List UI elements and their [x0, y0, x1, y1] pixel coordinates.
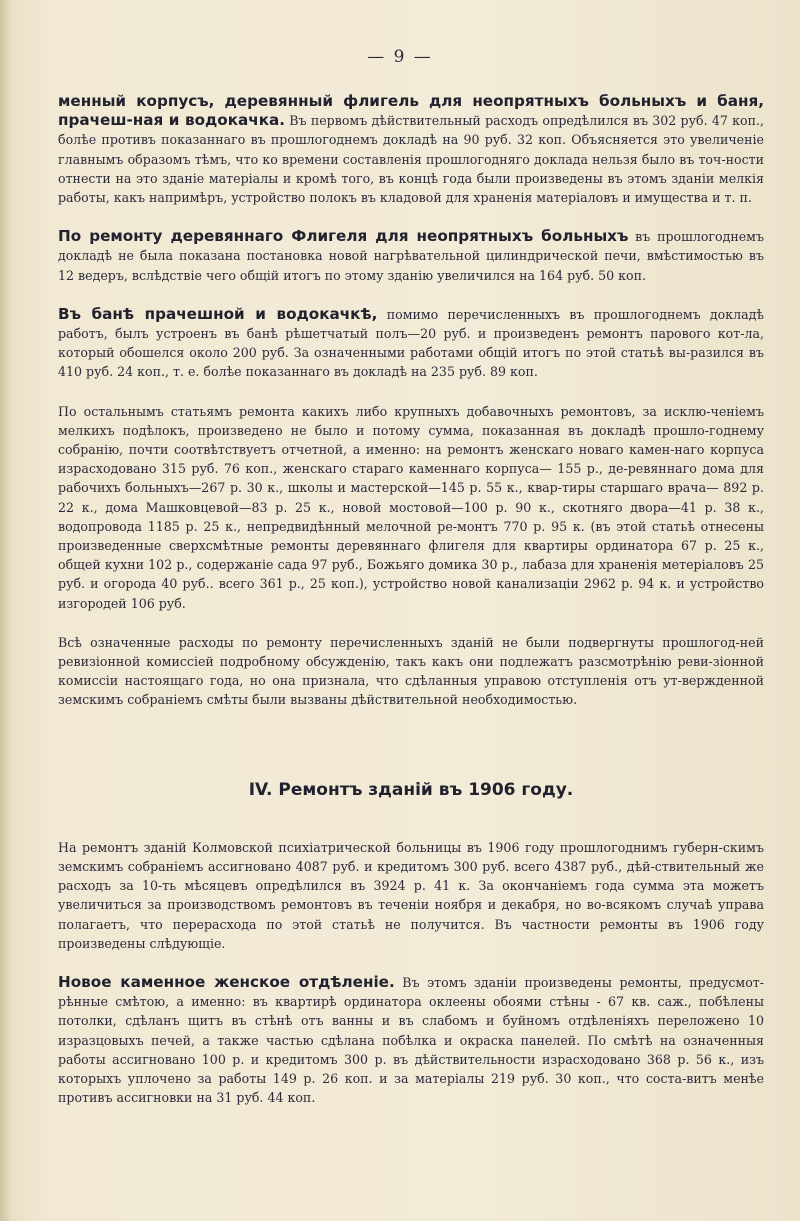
- paragraph-1: [58, 92, 764, 207]
- paragraph-6: [58, 838, 764, 953]
- paragraph-3: [58, 305, 764, 382]
- section-title: IV. Ремонтъ зданій въ 1906 году.: [248, 779, 574, 800]
- page-number: — 9 —: [367, 47, 433, 67]
- paragraph-lead: По ремонту деревяннаго Флигеля для неопрятныхъ больныхъ: [58, 227, 629, 246]
- paragraph-text: помимо перечисленныхъ въ прошлогоднемъ докладѣ работъ, былъ устроенъ въ банѣ рѣшетчатый полъ—20 руб. и произведенъ ремонтъ парового кот-ла, который обошелся около 200 руб. За означенными работами общій итогъ по этой статьѣ вы-разился въ 410 руб. 24 коп., т. е. болѣе показаннаго въ докладѣ на 235 руб. 89 коп.: [58, 306, 764, 380]
- paragraph-lead: Новое каменное женское отдѣленіе.: [58, 972, 395, 991]
- paragraph-lead: Въ банѣ прачешной и водокачкѣ,: [58, 304, 378, 323]
- paragraph-2: [58, 227, 764, 285]
- paragraph-text: По остальнымъ статьямъ ремонта какихъ либо крупныхъ добавочныхъ ремонтовъ, за исклю-ченіемъ мелкихъ подѣлокъ, произведено не было и потому сумма, показанная въ докладѣ прошло-годнему собранію, почти соотвѣтствуетъ отчетной, а именно: на ремонтъ женскаго новаго камен-наго корпуса израсходовано 315 руб. 76 коп., женскаго стараго каменнаго корпуса— 155 р., де-ревяннаго дома для рабочихъ больныхъ—267 р. 30 к., школы и мастерской—145 р. 55 к., квар-тиры старшаго врача— 892 р. 22 к., дома Машковцевой—83 р. 25 к., новой мостовой—100 р. 90 к., скотняго двора—41 р. 38 к., водопровода 1185 р. 25 к., непредвидѣнный мелочной ре-монтъ 770 р. 95 к. (въ этой статьѣ отнесены произведенные сверхсмѣтные ремонты деревяннаго флигеля для квартиры ординатора 67 р. 25 к., общей кухни 102 р., содержаніе сада 97 руб., Божьяго домика 30 р., лабаза для храненія метеріаловъ 25 руб. и огорода 40 руб.. всего 361 р., 25 коп.), устройство новой канализаціи 2962 р. 94 к. и устройство изгородей 106 руб.: [58, 403, 764, 611]
- paragraph-4: [58, 402, 764, 613]
- paragraph-5: [58, 633, 764, 710]
- page-content: [58, 92, 764, 1127]
- paragraph-7: [58, 973, 764, 1107]
- page-edge-shadow: [0, 0, 12, 1221]
- paragraph-text: въ прошлогоднемъ докладѣ не была показана постановка новой нагрѣвательной цилиндрической печи, вмѣстимостью въ 12 ведеръ, вслѣдствіе чего общій итогъ по этому зданію увеличился на 164 руб. 50 коп.: [58, 229, 764, 283]
- paragraph-text: На ремонтъ зданій Колмовской психіатрической больницы въ 1906 году прошлогоднимъ губерн-скимъ земскимъ собраніемъ ассигновано 4087 руб. и кредитомъ 300 руб. всего 4387 руб., дѣй-ствительный же расходъ за 10-ть мѣсяцевъ опредѣлился въ 3924 р. 41 к. За окончаніемъ года сумма эта можетъ увеличиться за производствомъ ремонтовъ въ теченіи ноября и декабря, но во-всякомъ случаѣ управа полагаетъ, что перерасхода по этой статьѣ не получится. Въ частности ремонты въ 1906 году произведены слѣдующіе.: [58, 839, 764, 951]
- paragraph-text: Въ этомъ зданіи произведены ремонты, предусмот-рѣнные смѣтою, а именно: въ квартирѣ ординатора оклеены обоями стѣны - 67 кв. саж., побѣлены потолки, сдѣланъ щитъ въ стѣнѣ отъ ванны и въ слабомъ и буйномъ отдѣленіяхъ переложено 10 изразцовыхъ печей, а также частью сдѣлана побѣлка и окраска панелей. По смѣтѣ на означенныя работы ассигновано 100 р. и кредитомъ 300 р. въ дѣйствительности израсходовано 368 р. 56 к., изъ которыхъ уплочено за работы 149 р. 26 коп. и за матеріалы 219 руб. 30 коп., что соста-витъ менѣе противъ ассигновки на 31 руб. 44 коп.: [58, 974, 765, 1106]
- paragraph-text: Всѣ означенные расходы по ремонту перечисленныхъ зданій не были подвергнуты прошлогод-ней ревизіонной комиссіей подробному обсужденію, такъ какъ они подлежатъ разсмотрѣнію реви-зіонной комиссіи настоящаго года, но она признала, что сдѣланныя управою отступленія отъ ут-вержденной земскимъ собраніемъ смѣты были вызваны дѣйствительной необходимостью.: [58, 634, 764, 708]
- paragraph-text: Въ первомъ дѣйствительный расходъ опредѣлился въ 302 руб. 47 коп., болѣе противъ показаннаго въ прошлогоднемъ докладѣ на 90 руб. 32 коп. Объясняется это увеличеніе главнымъ образомъ тѣмъ, что ко времени составленія прошлогодняго доклада нельзя было въ точ-ности отнести на это зданіе матеріалы и кромѣ того, въ концѣ года были произведены въ этомъ зданіи мелкія работы, какъ напримѣръ, устройство полокъ въ кладовой для храненія матеріаловъ и имущества и т. п.: [58, 113, 764, 206]
- paragraph-lead: менный корпусъ, деревянный флигель для неопрятныхъ больныхъ и баня, прачеш-ная и водокачка.: [58, 92, 764, 130]
